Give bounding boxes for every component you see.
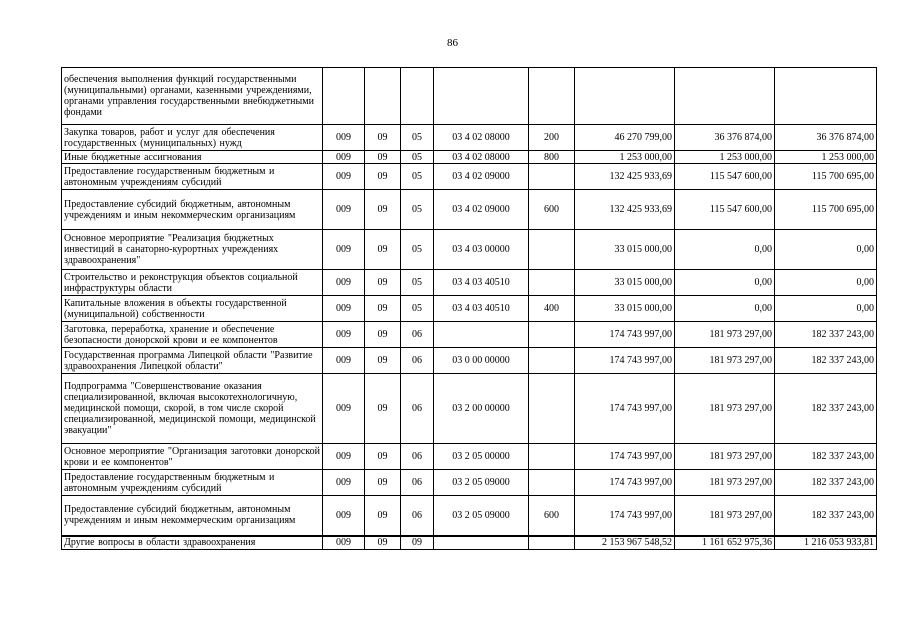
amount-2021-cell: 1 253 000,00 — [775, 151, 877, 164]
target-article-cell: 03 4 02 08000 — [434, 151, 529, 164]
subsection-code-cell: 06 — [401, 348, 434, 374]
table-row — [62, 164, 877, 190]
table-row — [62, 190, 877, 230]
subsection-code-cell: 05 — [401, 270, 434, 296]
row-name-cell: Иные бюджетные ассигнования — [62, 151, 323, 164]
section-code-cell: 09 — [365, 470, 401, 496]
subsection-code-cell: 05 — [401, 125, 434, 151]
subsection-code-cell: 06 — [401, 444, 434, 470]
target-article-cell: 03 2 05 00000 — [434, 444, 529, 470]
amount-2020-cell: 115 547 600,00 — [675, 164, 775, 190]
table-row — [62, 496, 877, 536]
row-name-cell: Предоставление субсидий бюджетным, автономным учреждениям и иным некоммерческим организациям — [62, 496, 323, 536]
amount-2020-cell: 181 973 297,00 — [675, 470, 775, 496]
row-name-cell: Основное мероприятие "Организация заготовки донорской крови и ее компонентов" — [62, 444, 323, 470]
target-article-cell — [434, 322, 529, 348]
row-name-cell: Другие вопросы в области здравоохранения — [62, 536, 323, 550]
section-code-cell: 09 — [365, 125, 401, 151]
amount-2021-cell: 182 337 243,00 — [775, 496, 877, 536]
ministry-code-cell: 009 — [323, 444, 365, 470]
expense-type-cell — [529, 230, 575, 270]
amount-2020-cell: 181 973 297,00 — [675, 374, 775, 444]
budget-table-body — [62, 68, 877, 550]
amount-2019-cell: 33 015 000,00 — [575, 230, 675, 270]
amount-2019-cell: 2 153 967 548,52 — [575, 536, 675, 550]
ministry-code-cell: 009 — [323, 296, 365, 322]
section-code-cell: 09 — [365, 270, 401, 296]
row-name-cell: Подпрограмма "Совершенствование оказания специализированной, включая высокотехнологичную, медицинской помощи, скорой, в том числе скорой специализированной, медицинской помощи, медицинской эвакуации" — [62, 374, 323, 444]
expense-type-cell — [529, 470, 575, 496]
amount-2020-cell: 1 253 000,00 — [675, 151, 775, 164]
table-row — [62, 296, 877, 322]
row-name-cell: Капитальные вложения в объекты государственной (муниципальной) собственности — [62, 296, 323, 322]
section-code-cell: 09 — [365, 444, 401, 470]
amount-2020-cell: 0,00 — [675, 230, 775, 270]
table-row — [62, 470, 877, 496]
table-row — [62, 68, 877, 125]
amount-2019-cell: 174 743 997,00 — [575, 470, 675, 496]
ministry-code-cell — [323, 68, 365, 125]
target-article-cell: 03 4 02 09000 — [434, 190, 529, 230]
amount-2020-cell: 181 973 297,00 — [675, 322, 775, 348]
table-row — [62, 444, 877, 470]
section-code-cell: 09 — [365, 374, 401, 444]
section-code-cell: 09 — [365, 151, 401, 164]
ministry-code-cell: 009 — [323, 470, 365, 496]
target-article-cell: 03 2 00 00000 — [434, 374, 529, 444]
amount-2020-cell: 181 973 297,00 — [675, 348, 775, 374]
target-article-cell: 03 0 00 00000 — [434, 348, 529, 374]
expense-type-cell: 600 — [529, 496, 575, 536]
target-article-cell: 03 4 03 00000 — [434, 230, 529, 270]
subsection-code-cell: 06 — [401, 374, 434, 444]
expense-type-cell — [529, 68, 575, 125]
ministry-code-cell: 009 — [323, 348, 365, 374]
section-code-cell: 09 — [365, 190, 401, 230]
amount-2019-cell: 33 015 000,00 — [575, 270, 675, 296]
subsection-code-cell: 05 — [401, 164, 434, 190]
row-name-cell: Государственная программа Липецкой области "Развитие здравоохранения Липецкой области" — [62, 348, 323, 374]
ministry-code-cell: 009 — [323, 536, 365, 550]
amount-2021-cell: 36 376 874,00 — [775, 125, 877, 151]
table-row — [62, 270, 877, 296]
section-code-cell: 09 — [365, 322, 401, 348]
expense-type-cell: 200 — [529, 125, 575, 151]
section-code-cell: 09 — [365, 296, 401, 322]
row-name-cell: Закупка товаров, работ и услуг для обеспечения государственных (муниципальных) нужд — [62, 125, 323, 151]
expense-type-cell — [529, 270, 575, 296]
ministry-code-cell: 009 — [323, 125, 365, 151]
table-row — [62, 322, 877, 348]
subsection-code-cell: 09 — [401, 536, 434, 550]
section-code-cell: 09 — [365, 496, 401, 536]
section-code-cell: 09 — [365, 164, 401, 190]
row-name-cell: Предоставление субсидий бюджетным, автономным учреждениям и иным некоммерческим организациям — [62, 190, 323, 230]
amount-2020-cell: 181 973 297,00 — [675, 496, 775, 536]
amount-2021-cell: 0,00 — [775, 296, 877, 322]
amount-2021-cell — [775, 68, 877, 125]
row-name-cell: Предоставление государственным бюджетным и автономным учреждениям субсидий — [62, 470, 323, 496]
table-row — [62, 536, 877, 550]
amount-2020-cell: 36 376 874,00 — [675, 125, 775, 151]
amount-2021-cell: 182 337 243,00 — [775, 374, 877, 444]
subsection-code-cell: 06 — [401, 322, 434, 348]
target-article-cell — [434, 68, 529, 125]
row-name-cell: обеспечения выполнения функций государственными (муниципальными) органами, казенными учреждениями, органами управления государственными внебюджетными фондами — [62, 68, 323, 125]
amount-2020-cell: 115 547 600,00 — [675, 190, 775, 230]
expense-type-cell — [529, 444, 575, 470]
subsection-code-cell: 06 — [401, 470, 434, 496]
table-row — [62, 348, 877, 374]
amount-2021-cell: 115 700 695,00 — [775, 164, 877, 190]
amount-2019-cell: 174 743 997,00 — [575, 496, 675, 536]
amount-2019-cell — [575, 68, 675, 125]
ministry-code-cell: 009 — [323, 496, 365, 536]
subsection-code-cell: 05 — [401, 190, 434, 230]
expense-type-cell — [529, 164, 575, 190]
amount-2020-cell — [675, 68, 775, 125]
amount-2019-cell: 1 253 000,00 — [575, 151, 675, 164]
amount-2021-cell: 0,00 — [775, 270, 877, 296]
amount-2021-cell: 182 337 243,00 — [775, 470, 877, 496]
target-article-cell — [434, 536, 529, 550]
subsection-code-cell: 05 — [401, 151, 434, 164]
ministry-code-cell: 009 — [323, 374, 365, 444]
target-article-cell: 03 4 03 40510 — [434, 296, 529, 322]
expense-type-cell — [529, 348, 575, 374]
amount-2019-cell: 174 743 997,00 — [575, 444, 675, 470]
expense-type-cell: 600 — [529, 190, 575, 230]
amount-2019-cell: 33 015 000,00 — [575, 296, 675, 322]
subsection-code-cell: 05 — [401, 296, 434, 322]
row-name-cell: Строительство и реконструкция объектов социальной инфраструктуры области — [62, 270, 323, 296]
amount-2020-cell: 0,00 — [675, 296, 775, 322]
amount-2021-cell: 182 337 243,00 — [775, 348, 877, 374]
amount-2020-cell: 0,00 — [675, 270, 775, 296]
row-name-cell: Заготовка, переработка, хранение и обеспечение безопасности донорской крови и ее компонентов — [62, 322, 323, 348]
expense-type-cell — [529, 536, 575, 550]
row-name-cell: Предоставление государственным бюджетным и автономным учреждениям субсидий — [62, 164, 323, 190]
ministry-code-cell: 009 — [323, 230, 365, 270]
expense-type-cell: 800 — [529, 151, 575, 164]
section-code-cell: 09 — [365, 348, 401, 374]
expense-type-cell: 400 — [529, 296, 575, 322]
target-article-cell: 03 2 05 09000 — [434, 470, 529, 496]
target-article-cell: 03 4 02 08000 — [434, 125, 529, 151]
amount-2021-cell: 115 700 695,00 — [775, 190, 877, 230]
ministry-code-cell: 009 — [323, 151, 365, 164]
expense-type-cell — [529, 374, 575, 444]
target-article-cell: 03 4 02 09000 — [434, 164, 529, 190]
amount-2019-cell: 174 743 997,00 — [575, 348, 675, 374]
ministry-code-cell: 009 — [323, 190, 365, 230]
row-name-cell: Основное мероприятие "Реализация бюджетных инвестиций в санаторно-курортных учреждениях здравоохранения" — [62, 230, 323, 270]
subsection-code-cell: 06 — [401, 496, 434, 536]
amount-2019-cell: 174 743 997,00 — [575, 322, 675, 348]
amount-2020-cell: 1 161 652 975,36 — [675, 536, 775, 550]
target-article-cell: 03 2 05 09000 — [434, 496, 529, 536]
amount-2021-cell: 182 337 243,00 — [775, 444, 877, 470]
section-code-cell: 09 — [365, 230, 401, 270]
table-row — [62, 374, 877, 444]
amount-2020-cell: 181 973 297,00 — [675, 444, 775, 470]
section-code-cell — [365, 68, 401, 125]
section-code-cell: 09 — [365, 536, 401, 550]
page-number: 86 — [447, 37, 458, 49]
amount-2021-cell: 1 216 053 933,81 — [775, 536, 877, 550]
amount-2021-cell: 182 337 243,00 — [775, 322, 877, 348]
subsection-code-cell: 05 — [401, 230, 434, 270]
ministry-code-cell: 009 — [323, 164, 365, 190]
amount-2021-cell: 0,00 — [775, 230, 877, 270]
amount-2019-cell: 174 743 997,00 — [575, 374, 675, 444]
expense-type-cell — [529, 322, 575, 348]
subsection-code-cell — [401, 68, 434, 125]
table-row — [62, 151, 877, 164]
target-article-cell: 03 4 03 40510 — [434, 270, 529, 296]
budget-table — [61, 67, 877, 550]
ministry-code-cell: 009 — [323, 322, 365, 348]
ministry-code-cell: 009 — [323, 270, 365, 296]
table-row — [62, 230, 877, 270]
amount-2019-cell: 46 270 799,00 — [575, 125, 675, 151]
amount-2019-cell: 132 425 933,69 — [575, 190, 675, 230]
table-row — [62, 125, 877, 151]
amount-2019-cell: 132 425 933,69 — [575, 164, 675, 190]
